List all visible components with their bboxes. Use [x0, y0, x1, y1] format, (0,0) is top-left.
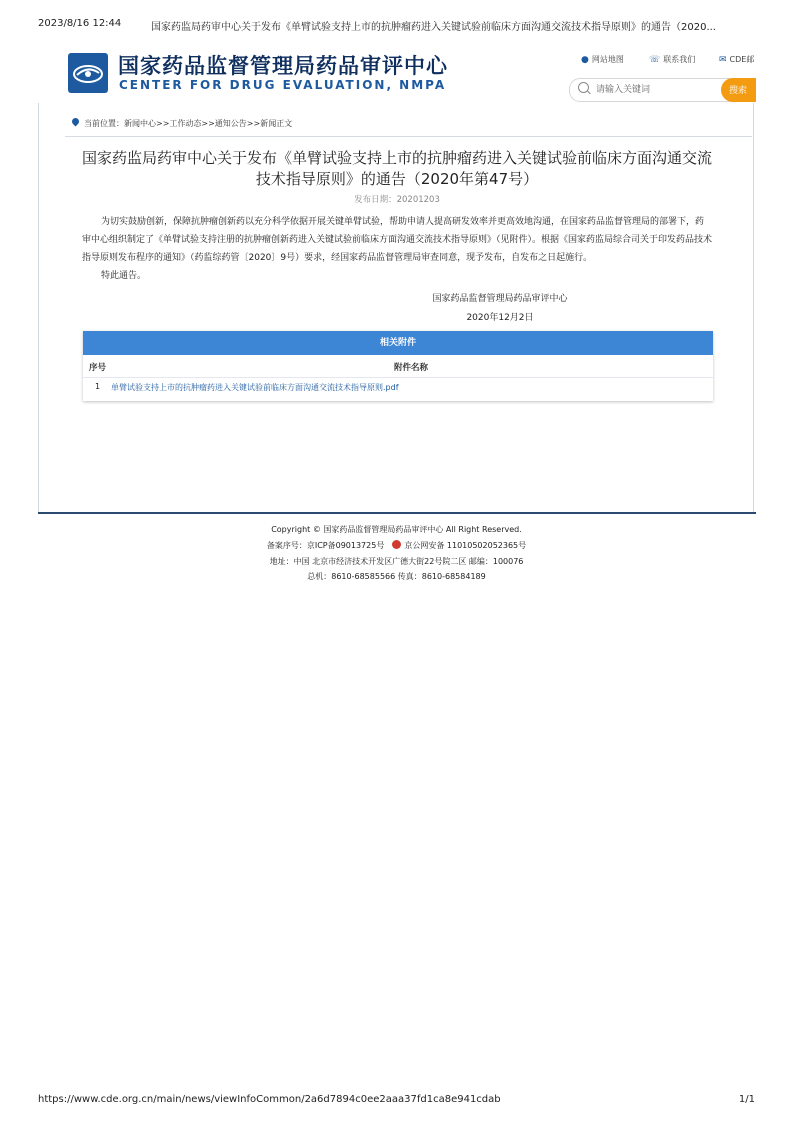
mail-icon: ✉ [719, 55, 727, 65]
article-title: 国家药监局药审中心关于发布《单臂试验支持上市的抗肿瘤药进入关键试验前临床方面沟通交流技术指导原则》的通告（2020年第47号） [81, 149, 712, 188]
icp-record[interactable]: 备案序号：京ICP备09013725号 [266, 541, 385, 550]
search-box [569, 78, 741, 102]
footer-address: 地址：中国 北京市经济技术开发区广德大街22号院二区 邮编：100076 [269, 557, 524, 566]
article-paragraph: 特此通告。 [101, 271, 147, 281]
cde-logo-icon[interactable] [68, 53, 108, 93]
footer-record [0, 540, 793, 551]
col-name-header: 附件名称 [394, 363, 429, 373]
print-page-number: 1/1 [738, 1094, 755, 1105]
publish-date: 发布日期：20201203 [354, 195, 440, 205]
table-row [83, 378, 713, 398]
print-page-title: 国家药监局药审中心关于发布《单臂试验支持上市的抗肿瘤药进入关键试验前临床方面沟通交流技术指导原则》的通告（2020... [151, 22, 716, 33]
breadcrumb [72, 118, 292, 129]
print-footer [38, 1094, 755, 1108]
signature: 国家药品监督管理局药品审评中心 [432, 294, 568, 304]
breadcrumb-divider [65, 136, 752, 137]
cde-mail-label: CDE邮 [729, 55, 755, 64]
print-datetime: 2023/8/16 12:44 [38, 18, 122, 29]
print-url: https://www.cde.org.cn/main/news/viewInfoCommon/2a6d7894c0ee2aaa37fd1ca8e941cdab [38, 1094, 501, 1105]
col-no-header: 序号 [89, 363, 107, 373]
site-name-cn: 国家药品监督管理局药品审评中心 [118, 54, 448, 78]
footer-phone: 总机：8610-68585566 传真：8610-68584189 [307, 572, 486, 581]
search-input[interactable] [594, 82, 738, 98]
contact-link[interactable] [649, 54, 695, 65]
site-name-en: CENTER FOR DRUG EVALUATION, NMPA [119, 78, 447, 92]
search-button[interactable]: 搜索 [721, 78, 756, 102]
article-body [82, 213, 712, 285]
content-bottom-border [38, 512, 756, 514]
attachment-no: 1 [95, 382, 101, 391]
search-icon [578, 82, 589, 93]
site-header [38, 44, 756, 106]
sign-date: 2020年12月2日 [466, 313, 534, 323]
location-pin-icon: ● [581, 55, 589, 65]
sitemap-link[interactable] [581, 54, 624, 65]
footer-copyright: Copyright © 国家药品监督管理局药品审评中心 All Right Reserved. [271, 525, 522, 534]
article-paragraph: 为切实鼓励创新，保障抗肿瘤创新药以充分科学依据开展关键单臂试验，帮助申请人提高研发效率并更高效地沟通，在国家药品监督管理局的部署下，药审中心组织制定了《单臂试验支持注册的抗肿瘤创新药进入关键试验前临床方面沟通交流技术指导原则》（见附件）。根据《国家药监局综合司关于印发药品技术指导原则发布程序的通知》（药监综药管〔2020〕9号）要求，经国家药品监督管理局审查同意，现予发布，自发布之日起施行。 [82, 217, 713, 263]
print-header [38, 18, 755, 32]
phone-icon: ☏ [649, 55, 661, 65]
attachments-columns [83, 355, 713, 378]
police-record[interactable]: 京公网安备 11010502052365号 [404, 541, 527, 550]
attachment-link[interactable]: 单臂试验支持上市的抗肿瘤药进入关键试验前临床方面沟通交流技术指导原则.pdf [111, 383, 399, 392]
location-pin-icon [71, 117, 81, 127]
cde-mail-link[interactable] [719, 54, 754, 65]
breadcrumb-text[interactable]: 当前位置：新闻中心>>工作动态>>通知公告>>新闻正文 [84, 119, 293, 128]
attachments-header: 相关附件 [83, 331, 713, 355]
contact-label: 联系我们 [663, 55, 696, 64]
sitemap-label: 网站地图 [591, 55, 624, 64]
police-emblem-icon [392, 540, 401, 549]
attachments-table [83, 331, 713, 401]
